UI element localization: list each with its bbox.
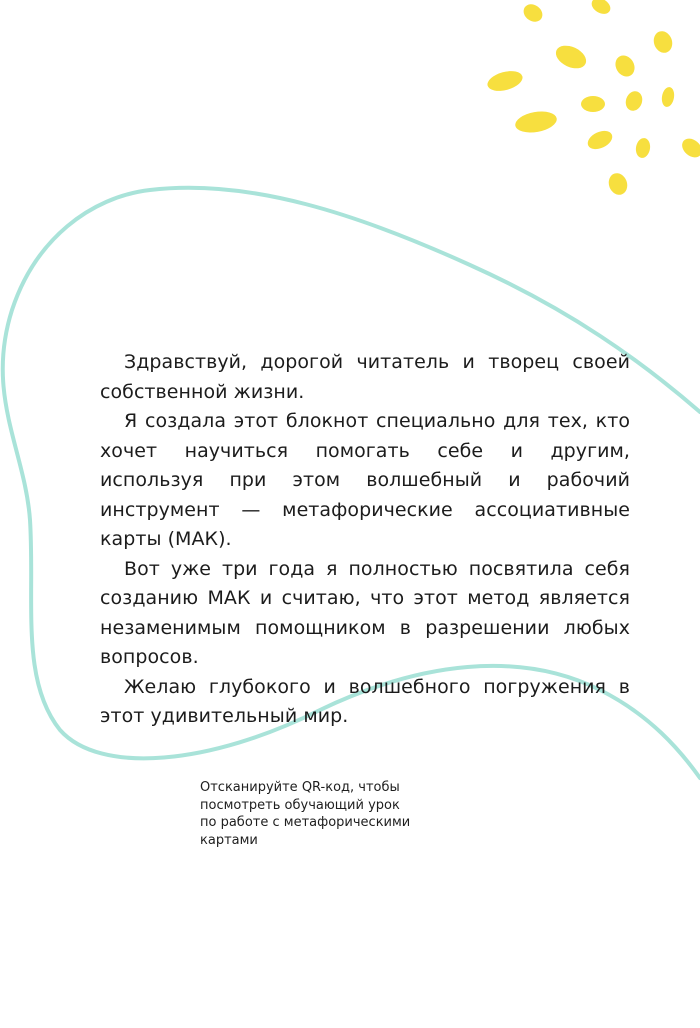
intro-letter	[100, 348, 630, 732]
sun-dot	[606, 171, 630, 198]
sun-dot	[520, 1, 546, 26]
intro-paragraph: Желаю глубокого и волшебного погружения в этот удивительный мир.	[100, 675, 630, 727]
sun-dot	[612, 52, 639, 80]
sun-dot	[585, 127, 615, 152]
intro-paragraph: Здравствуй, дорогой читатель и творец своей собственной жизни.	[100, 351, 630, 403]
sun-dot	[581, 96, 605, 112]
qr-caption-line: посмотреть обучающий урок	[200, 797, 400, 813]
intro-paragraph: Вот уже три года я полностью посвятила себя созданию МАК и считаю, что этот метод является незаменимым помощником в разрешении любых вопросов.	[100, 557, 630, 668]
sun-dot	[589, 0, 613, 17]
sun-dot	[678, 135, 700, 161]
qr-caption-line: Отсканируйте QR-код, чтобы	[200, 780, 400, 795]
intro-paragraph: Я создала этот блокнот специально для тех, кто хочет научиться помогать себе и другим, используя при этом волшебный и рабочий инструмент — метафорические ассоциативные карты (МАК).	[100, 410, 630, 550]
qr-caption-line: по работе с метафорическими	[200, 815, 411, 830]
sun-dot	[623, 89, 645, 113]
sun-dot	[485, 68, 524, 95]
sun-dots	[485, 0, 700, 197]
sun-dot	[660, 86, 675, 108]
sun-dot	[634, 137, 651, 159]
sun-dot	[651, 29, 675, 56]
qr-caption	[200, 779, 440, 849]
sun-dot	[514, 109, 559, 136]
qr-caption-line: картами	[200, 832, 258, 848]
sun-dot	[552, 41, 589, 73]
